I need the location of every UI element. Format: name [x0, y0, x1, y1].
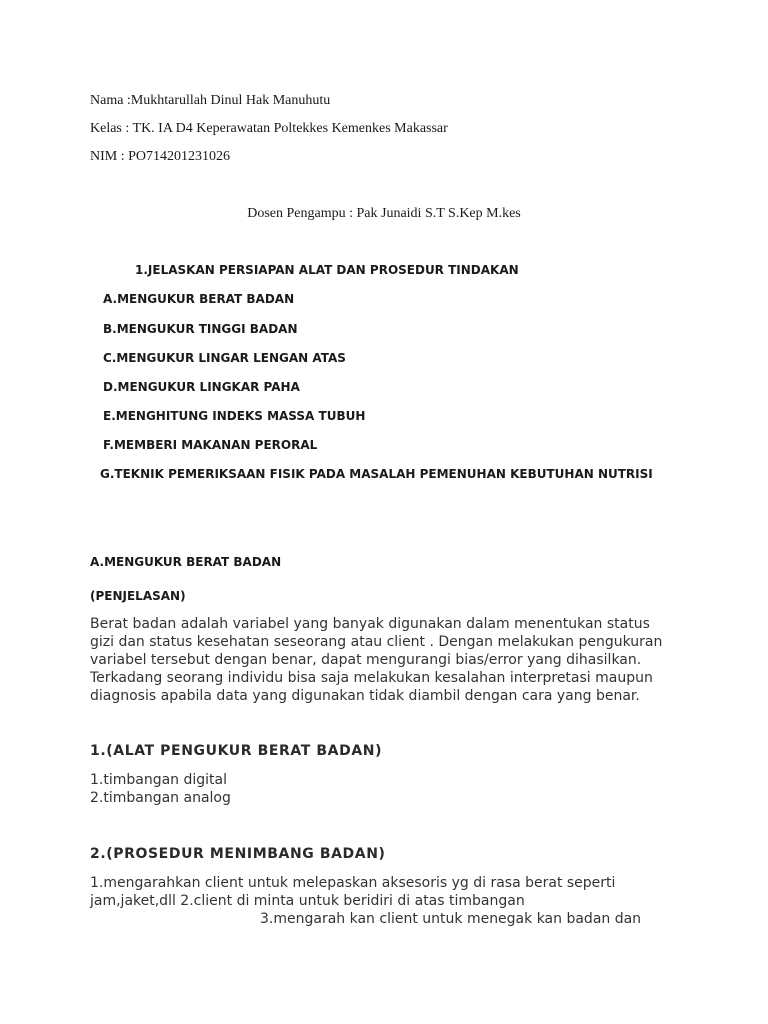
lecturer-line: Dosen Pengampu : Pak Junaidi S.T S.Kep M.kes [247, 206, 521, 221]
prosedur-heading: 2.(PROSEDUR MENIMBANG BADAN) [90, 846, 386, 862]
alat-list [90, 771, 690, 807]
paragraph-line: diagnosis apabila data yang digunakan tidak diambil dengan cara yang benar. [90, 688, 640, 704]
paragraph-line: Terkadang seorang individu bisa saja melakukan kesalahan interpretasi maupun [90, 670, 653, 686]
alat-heading: 1.(ALAT PENGUKUR BERAT BADAN) [90, 743, 383, 759]
prosedur-line: jam,jaket,dll 2.client di minta untuk beridiri di atas timbangan [90, 893, 525, 909]
question-title: 1.JELASKAN PERSIAPAN ALAT DAN PROSEDUR TINDAKAN [135, 263, 519, 277]
prosedur-text [90, 874, 690, 928]
section-a-subtitle: (PENJELASAN) [90, 589, 186, 603]
prosedur-line: 1.mengarahkan client untuk melepaskan aksesoris yg di rasa berat seperti [90, 875, 616, 891]
student-nim: NIM : PO714201231026 [90, 149, 231, 164]
question-item-a: A.MENGUKUR BERAT BADAN [103, 292, 295, 306]
student-class: Kelas : TK. IA D4 Keperawatan Poltekkes Kemenkes Makassar [90, 121, 448, 136]
question-item-g: G.TEKNIK PEMERIKSAAN FISIK PADA MASALAH PEMENUHAN KEBUTUHAN NUTRISI [100, 467, 653, 481]
student-name: Nama :Mukhtarullah Dinul Hak Manuhutu [90, 93, 331, 108]
question-item-b: B.MENGUKUR TINGGI BADAN [103, 322, 298, 336]
question-item-d: D.MENGUKUR LINGKAR PAHA [103, 380, 300, 394]
list-item: 2.timbangan analog [90, 790, 231, 806]
paragraph-line: gizi dan status kesehatan seseorang atau client . Dengan melakukan pengukuran [90, 634, 663, 650]
question-item-f: F.MEMBERI MAKANAN PERORAL [103, 438, 318, 452]
paragraph-line: Berat badan adalah variabel yang banyak digunakan dalam menentukan status [90, 616, 650, 632]
prosedur-line: 3.mengarah kan client untuk menegak kan badan dan [260, 911, 642, 927]
question-item-e: E.MENGHITUNG INDEKS MASSA TUBUH [103, 409, 366, 423]
question-item-c: C.MENGUKUR LINGAR LENGAN ATAS [103, 351, 346, 365]
section-a-paragraph [90, 615, 690, 705]
paragraph-line: variabel tersebut dengan benar, dapat mengurangi bias/error yang dihasilkan. [90, 652, 642, 668]
list-item: 1.timbangan digital [90, 772, 228, 788]
section-a-title: A.MENGUKUR BERAT BADAN [90, 555, 282, 569]
